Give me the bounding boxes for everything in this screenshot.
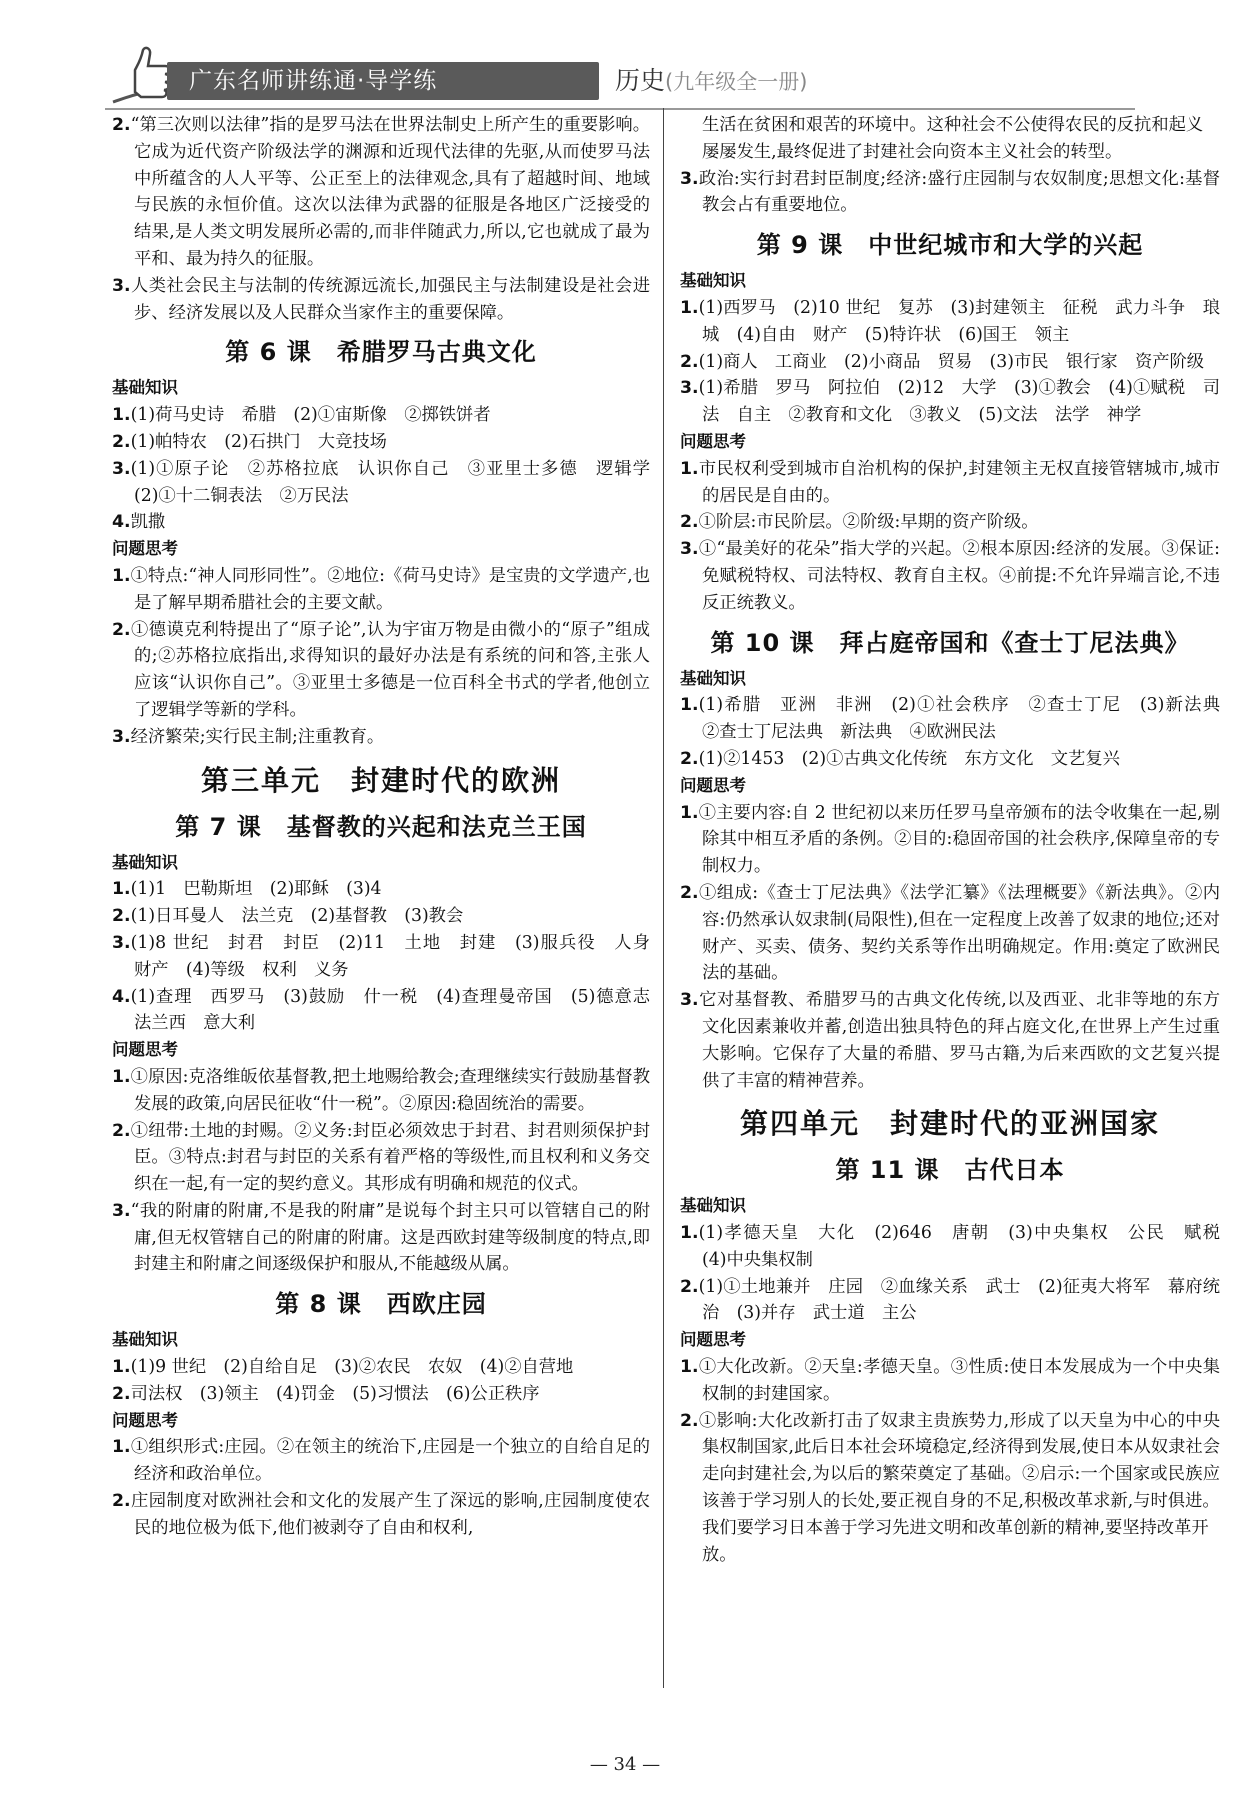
section-heading: 基础知识 <box>680 668 746 688</box>
answer-item: 3.(1)希腊 罗马 阿拉伯 (2)12 大学 (3)①教会 (4)①赋税 司法 自主 ②教育和文化 ③教义 (5)文法 法学 神学 <box>680 378 1220 426</box>
answer-item: 1.(1)荷马史诗 希腊 (2)①宙斯像 ②掷铁饼者 <box>112 405 491 426</box>
section-heading: 问题思考 <box>112 539 178 559</box>
subject-name: 历史 <box>615 66 666 95</box>
answer-item: 3.政治:实行封君封臣制度;经济:盛行庄园制与农奴制度;思想文化:基督教会占有重要地位。 <box>680 168 1220 216</box>
lesson-11-title: 第 11 课 古代日本 <box>835 1156 1065 1185</box>
answer-item: 2.(1)帕特农 (2)石拱门 大竞技场 <box>112 431 387 452</box>
answer-item: 1.(1)西罗马 (2)10 世纪 复苏 (3)封建领主 征税 武力斗争 琅城 (4)自由 财产 (5)特许状 (6)国王 领主 <box>680 297 1220 345</box>
section-heading: 基础知识 <box>680 1196 746 1216</box>
answer-item: 3.人类社会民主与法制的传统源远流长,加强民主与法制建设是社会进步、经济发展以及人民群众当家作主的重要保障。 <box>112 275 650 323</box>
answer-item: 1.(1)希腊 亚洲 非洲 (2)①社会秩序 ②查士丁尼 (3)新法典 ②查士丁尼法典 新法典 ④欧洲民法 <box>680 695 1238 743</box>
answer-item: 2.(1)日耳曼人 法兰克 (2)基督教 (3)教会 <box>112 906 464 927</box>
section-heading: 基础知识 <box>112 1330 178 1350</box>
answer-item: 3.经济繁荣;实行民主制;注重教育。 <box>112 726 385 747</box>
answer-item: 1.①特点:“神人同形同性”。②地位:《荷马史诗》是宝贵的文学遗产,也是了解早期希腊社会的主要文献。 <box>112 565 650 613</box>
answer-item: 3.①“最美好的花朵”指大学的兴起。②根本原因:经济的发展。③保证:免赋税特权、司法特权、教育自主权。④前提:不允许异端言论,不违反正统教义。 <box>680 539 1220 613</box>
answer-item: 1.市民权利受到城市自治机构的保护,封建领主无权直接管辖城市,城市的居民是自由的。 <box>680 458 1220 506</box>
answer-item: 2.①纽带:土地的封赐。②义务:封臣必须效忠于封君、封君则须保护封臣。③特点:封君与封臣的关系有着严格的等级性,而且权利和义务交织在一起,有一定的契约意义。其形成有明确和规范的仪式。 <box>112 1120 650 1195</box>
page-number: — 34 — <box>589 1754 661 1775</box>
section-heading: 基础知识 <box>680 271 746 291</box>
answer-item: 1.(1)1 巴勒斯坦 (2)耶稣 (3)4 <box>112 879 382 900</box>
lesson-6-title: 第 6 课 希腊罗马古典文化 <box>225 338 537 367</box>
subject-title <box>615 62 807 101</box>
answer-item: 3.它对基督教、希腊罗马的古典文化传统,以及西亚、北非等地的东方文化因素兼收并蓄,创造出独具特色的拜占庭文化,在世界上产生过重大影响。它保存了大量的希腊、罗马古籍,为后来西欧的文艺复兴提供了丰富的精神营养。 <box>680 990 1220 1091</box>
answer-item: 1.(1)9 世纪 (2)自给自足 (3)②农民 农奴 (4)②自营地 <box>112 1357 574 1378</box>
unit-3-title: 第三单元 封建时代的欧洲 <box>200 763 561 797</box>
answer-item: 2.(1)②1453 (2)①古典文化传统 东方文化 文艺复兴 <box>680 748 1120 769</box>
answer-item: 2.①阶层:市民阶层。②阶级:早期的资产阶级。 <box>680 512 1039 533</box>
section-heading: 问题思考 <box>680 431 746 451</box>
answer-item: 2.(1)①土地兼并 庄园 ②血缘关系 武士 (2)征夷大将军 幕府统治 (3)并存 武士道 主公 <box>680 1276 1220 1324</box>
section-heading: 问题思考 <box>112 1040 178 1060</box>
answer-item: 1.①原因:克洛维皈依基督教,把土地赐给教会;查理继续实行鼓励基督教发展的政策,向居民征收“什一税”。②原因:稳固统治的需要。 <box>112 1066 650 1114</box>
answer-continuation: 生活在贫困和艰苦的环境中。这种社会不公使得农民的反抗和起义屡屡发生,最终促进了封建社会向资本主义社会的转型。 <box>702 115 1204 162</box>
section-heading: 问题思考 <box>680 1330 746 1350</box>
answer-item: 3.(1)8 世纪 封君 封臣 (2)11 土地 封建 (3)服兵役 人身 财产 (4)等级 权利 义务 <box>112 932 668 980</box>
section-heading: 基础知识 <box>112 852 178 872</box>
section-heading: 问题思考 <box>112 1410 178 1430</box>
answer-item: 3.“我的附庸的附庸,不是我的附庸”是说每个封主只可以管辖自己的附庸,但无权管辖自己的附庸的附庸。这是西欧封建等级制度的特点,即封建主和附庸之间逐级保护和服从,不能越级从属。 <box>112 1200 650 1275</box>
answer-item: 1.①大化改新。②天皇:孝德天皇。③性质:使日本发展成为一个中央集权制的封建国家。 <box>680 1357 1220 1404</box>
section-heading: 问题思考 <box>680 775 746 795</box>
answer-item: 2.①德谟克利特提出了“原子论”,认为宇宙万物是由微小的“原子”组成的;②苏格拉底指出,求得知识的最好办法是有系统的问和答,主张人应该“认识你自己”。③亚里士多德是一位百科全书式的学者,他创立了逻辑学等新的学科。 <box>112 619 650 720</box>
lesson-8-title: 第 8 课 西欧庄园 <box>275 1290 487 1319</box>
lesson-9-title: 第 9 课 中世纪城市和大学的兴起 <box>756 231 1144 260</box>
right-column <box>680 112 1238 1568</box>
unit-4-title: 第四单元 封建时代的亚洲国家 <box>739 1107 1160 1141</box>
answer-item: 1.①主要内容:自 2 世纪初以来历任罗马皇帝颁布的法令收集在一起,剔除其中相互矛盾的条例。②目的:稳固帝国的社会秩序,保障皇帝的专制权力。 <box>680 802 1220 877</box>
answer-item: 1.(1)孝德天皇 大化 (2)646 唐朝 (3)中央集权 公民 赋税 (4)中央集权制 <box>680 1223 1238 1270</box>
lesson-10-title: 第 10 课 拜占庭帝国和《查士丁尼法典》 <box>710 628 1190 657</box>
answer-item: 4.(1)查理 西罗马 (3)鼓励 什一税 (4)查理曼帝国 (5)德意志 法兰西 意大利 <box>112 986 668 1034</box>
grade-label: (九年级全一册) <box>665 70 808 94</box>
left-column <box>112 112 668 1542</box>
answer-item: 2.①影响:大化改新打击了奴隶主贵族势力,形成了以天皇为中心的中央集权制国家,此后日本社会环境稳定,经济得到发展,使日本从奴隶社会走向封建社会,为以后的繁荣奠定了基础。②启示:一个国家或民族应该善于学习别人的长处,要正视自身的不足,积极改革求新,与时俱进。 <box>680 1410 1220 1512</box>
header-rule <box>105 108 1135 110</box>
answer-item: 2.庄园制度对欧洲社会和文化的发展产生了深远的影响,庄园制度使农民的地位极为低下,他们被剥夺了自由和权利, <box>112 1491 650 1538</box>
answer-item: 1.①组织形式:庄园。②在领主的统治下,庄园是一个独立的自给自足的经济和政治单位。 <box>112 1437 650 1485</box>
answer-item: 3.(1)①原子论 ②苏格拉底 认识你自己 ③亚里士多德 逻辑学 (2)①十二铜表法 ②万民法 <box>112 458 668 506</box>
answer-item: 2.(1)商人 工商业 (2)小商品 贸易 (3)市民 银行家 资产阶级 <box>680 351 1205 372</box>
column-divider <box>663 108 664 1688</box>
answer-item: 4.凯撒 <box>112 512 166 533</box>
lesson-7-title: 第 7 课 基督教的兴起和法克兰王国 <box>175 812 587 841</box>
answer-continuation: 我们要学习日本善于学习先进文明和改革创新的精神,要坚持改革开放。 <box>702 1517 1209 1565</box>
answer-item: 2.“第三次则以法律”指的是罗马法在世界法制史上所产生的重要影响。它成为近代资产阶级法学的渊源和近现代法律的先驱,从而使罗马法中所蕴含的人人平等、公正至上的法律观念,具有了超越时间、地域与民族的永恒价值。这次以法律为武器的征服是各地区广泛接受的结果,是人类文明发展所必需的,而非伴随武力,所以,它也就成了最为平和、最为持久的征服。 <box>112 115 650 269</box>
series-title: 广东名师讲练通·导学练 <box>167 62 599 100</box>
answer-item: 2.司法权 (3)领主 (4)罚金 (5)习惯法 (6)公正秩序 <box>112 1383 540 1404</box>
page-header <box>105 40 1135 120</box>
answer-item: 2.①组成:《查士丁尼法典》《法学汇纂》《法理概要》《新法典》。②内容:仍然承认奴隶制(局限性),但在一定程度上改善了奴隶的地位;还对财产、买卖、债务、契约关系等作出明确规定。作用:奠定了欧洲民法的基础。 <box>680 882 1220 984</box>
section-heading: 基础知识 <box>112 378 178 398</box>
